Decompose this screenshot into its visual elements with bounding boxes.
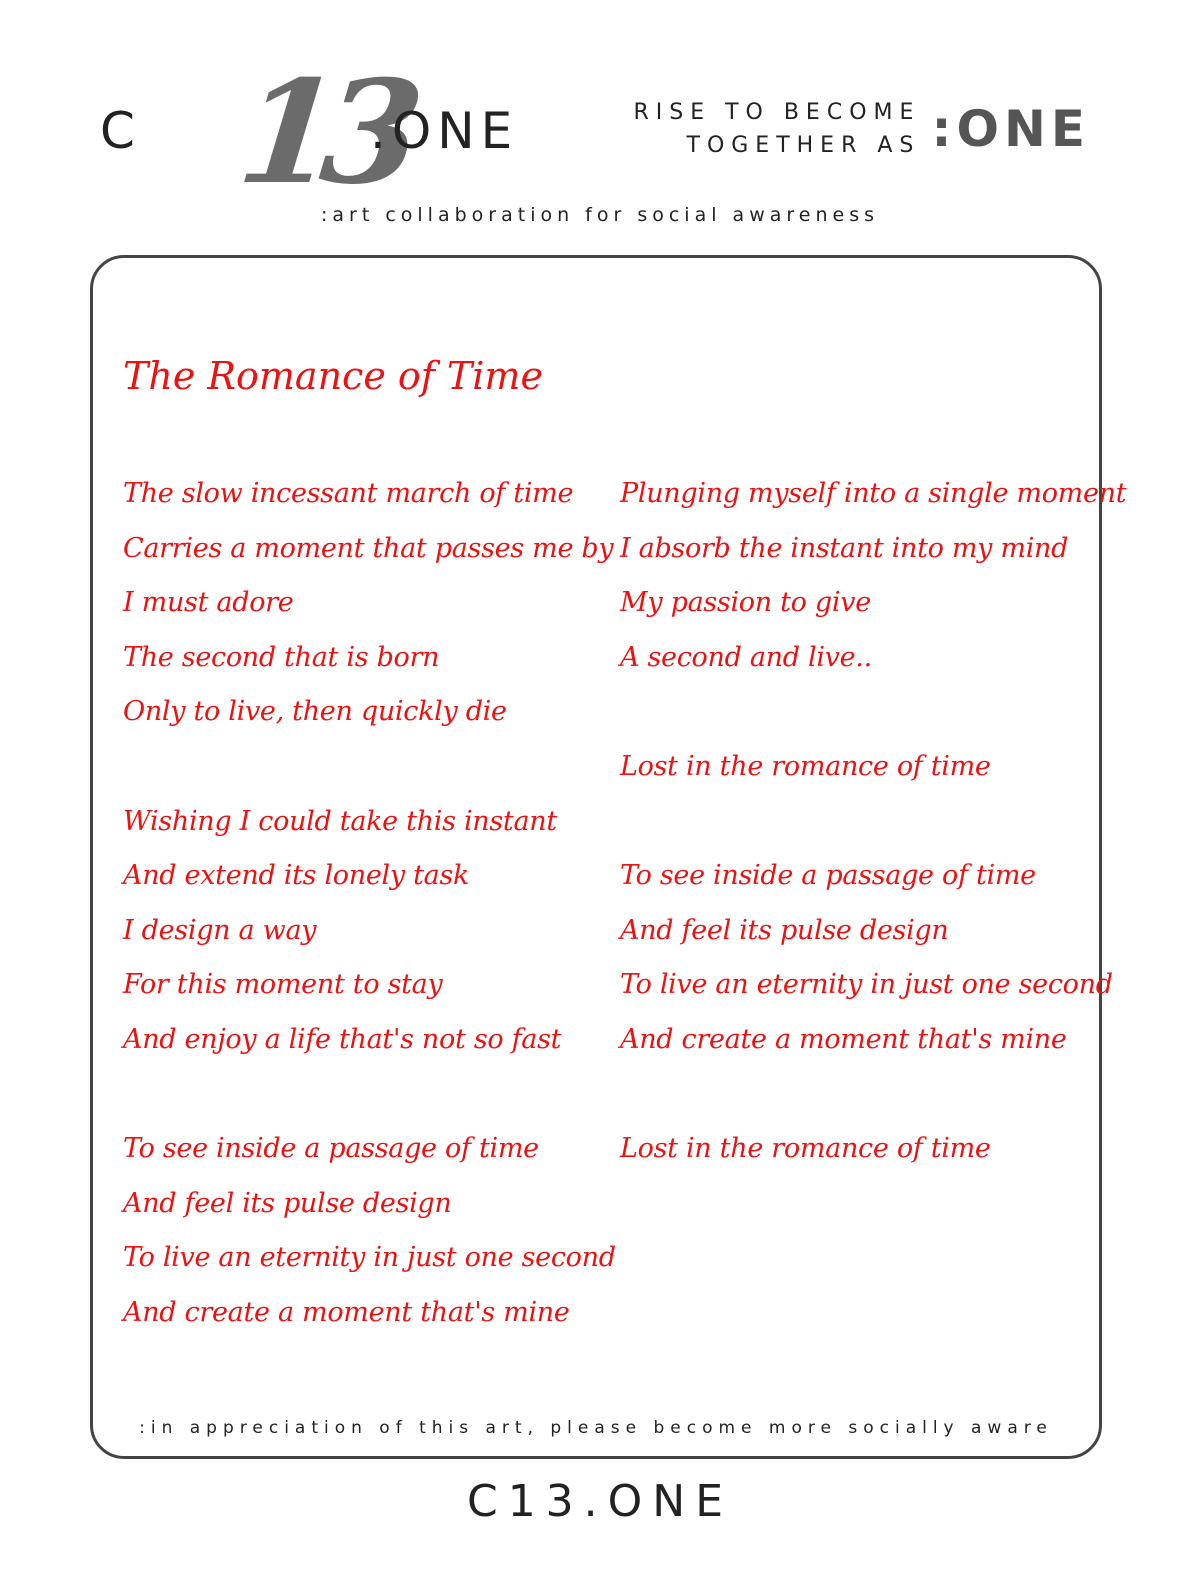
poem-line: I must adore — [123, 587, 294, 619]
poem-line: Carries a moment that passes me by — [123, 532, 614, 564]
poem-line: Only to live, then quickly die — [123, 696, 507, 728]
poem-line: The second that is born — [123, 641, 440, 673]
tagline: :art collaboration for social awareness — [320, 204, 879, 226]
poem-right-column — [620, 467, 1127, 1177]
slogan-line-1: RISE TO BECOME — [633, 100, 921, 125]
poem-line: I design a way — [123, 914, 317, 946]
logo-suffix: .ONE — [370, 102, 519, 160]
poem-line: To live an eternity in just one second — [123, 1242, 616, 1274]
stanza-break — [620, 685, 1090, 740]
poem-line: And create a moment that's mine — [123, 1296, 570, 1328]
poem-line: Wishing I could take this instant — [123, 805, 557, 837]
logo-number: 13 — [231, 50, 415, 216]
stanza-break — [123, 740, 593, 795]
poem-line: And extend its lonely task — [123, 860, 470, 892]
poem-line: And enjoy a life that's not so fast — [123, 1023, 562, 1055]
poem-line: A second and live.. — [620, 641, 872, 673]
appreciation-text: :in appreciation of this art, please become more socially aware — [139, 1418, 1053, 1438]
stanza-break — [620, 1068, 1090, 1123]
poem-line: The slow incessant march of time — [123, 478, 574, 509]
logo-prefix: C — [100, 102, 141, 160]
stanza-break — [620, 795, 1090, 850]
poem-left-column — [123, 467, 616, 1341]
poem-card — [90, 255, 1127, 1459]
poem-line: Plunging myself into a single moment — [620, 478, 1127, 509]
slogan-line-2: TOGETHER AS — [686, 133, 921, 158]
slogan — [633, 96, 1090, 162]
stanza-break — [123, 1068, 593, 1123]
poem-line: To see inside a passage of time — [123, 1133, 539, 1165]
slogan-word: :ONE — [931, 100, 1090, 158]
poem-line: My passion to give — [620, 587, 871, 619]
poem-line: Lost in the romance of time — [620, 750, 991, 782]
slogan-lines — [633, 96, 920, 162]
poem-line: Lost in the romance of time — [620, 1133, 991, 1165]
poem-line: And create a moment that's mine — [620, 1023, 1067, 1055]
poem-title: The Romance of Time — [123, 354, 543, 398]
logo — [100, 50, 519, 216]
poem-line: To live an eternity in just one second — [620, 969, 1113, 1001]
poem-line: For this moment to stay — [123, 969, 443, 1001]
poem-line: To see inside a passage of time — [620, 860, 1036, 892]
poem-line: And feel its pulse design — [123, 1187, 452, 1219]
footer-brand: C13.ONE — [466, 1476, 734, 1527]
poem-line: And feel its pulse design — [620, 914, 949, 946]
poem-line: I absorb the instant into my mind — [620, 532, 1069, 564]
